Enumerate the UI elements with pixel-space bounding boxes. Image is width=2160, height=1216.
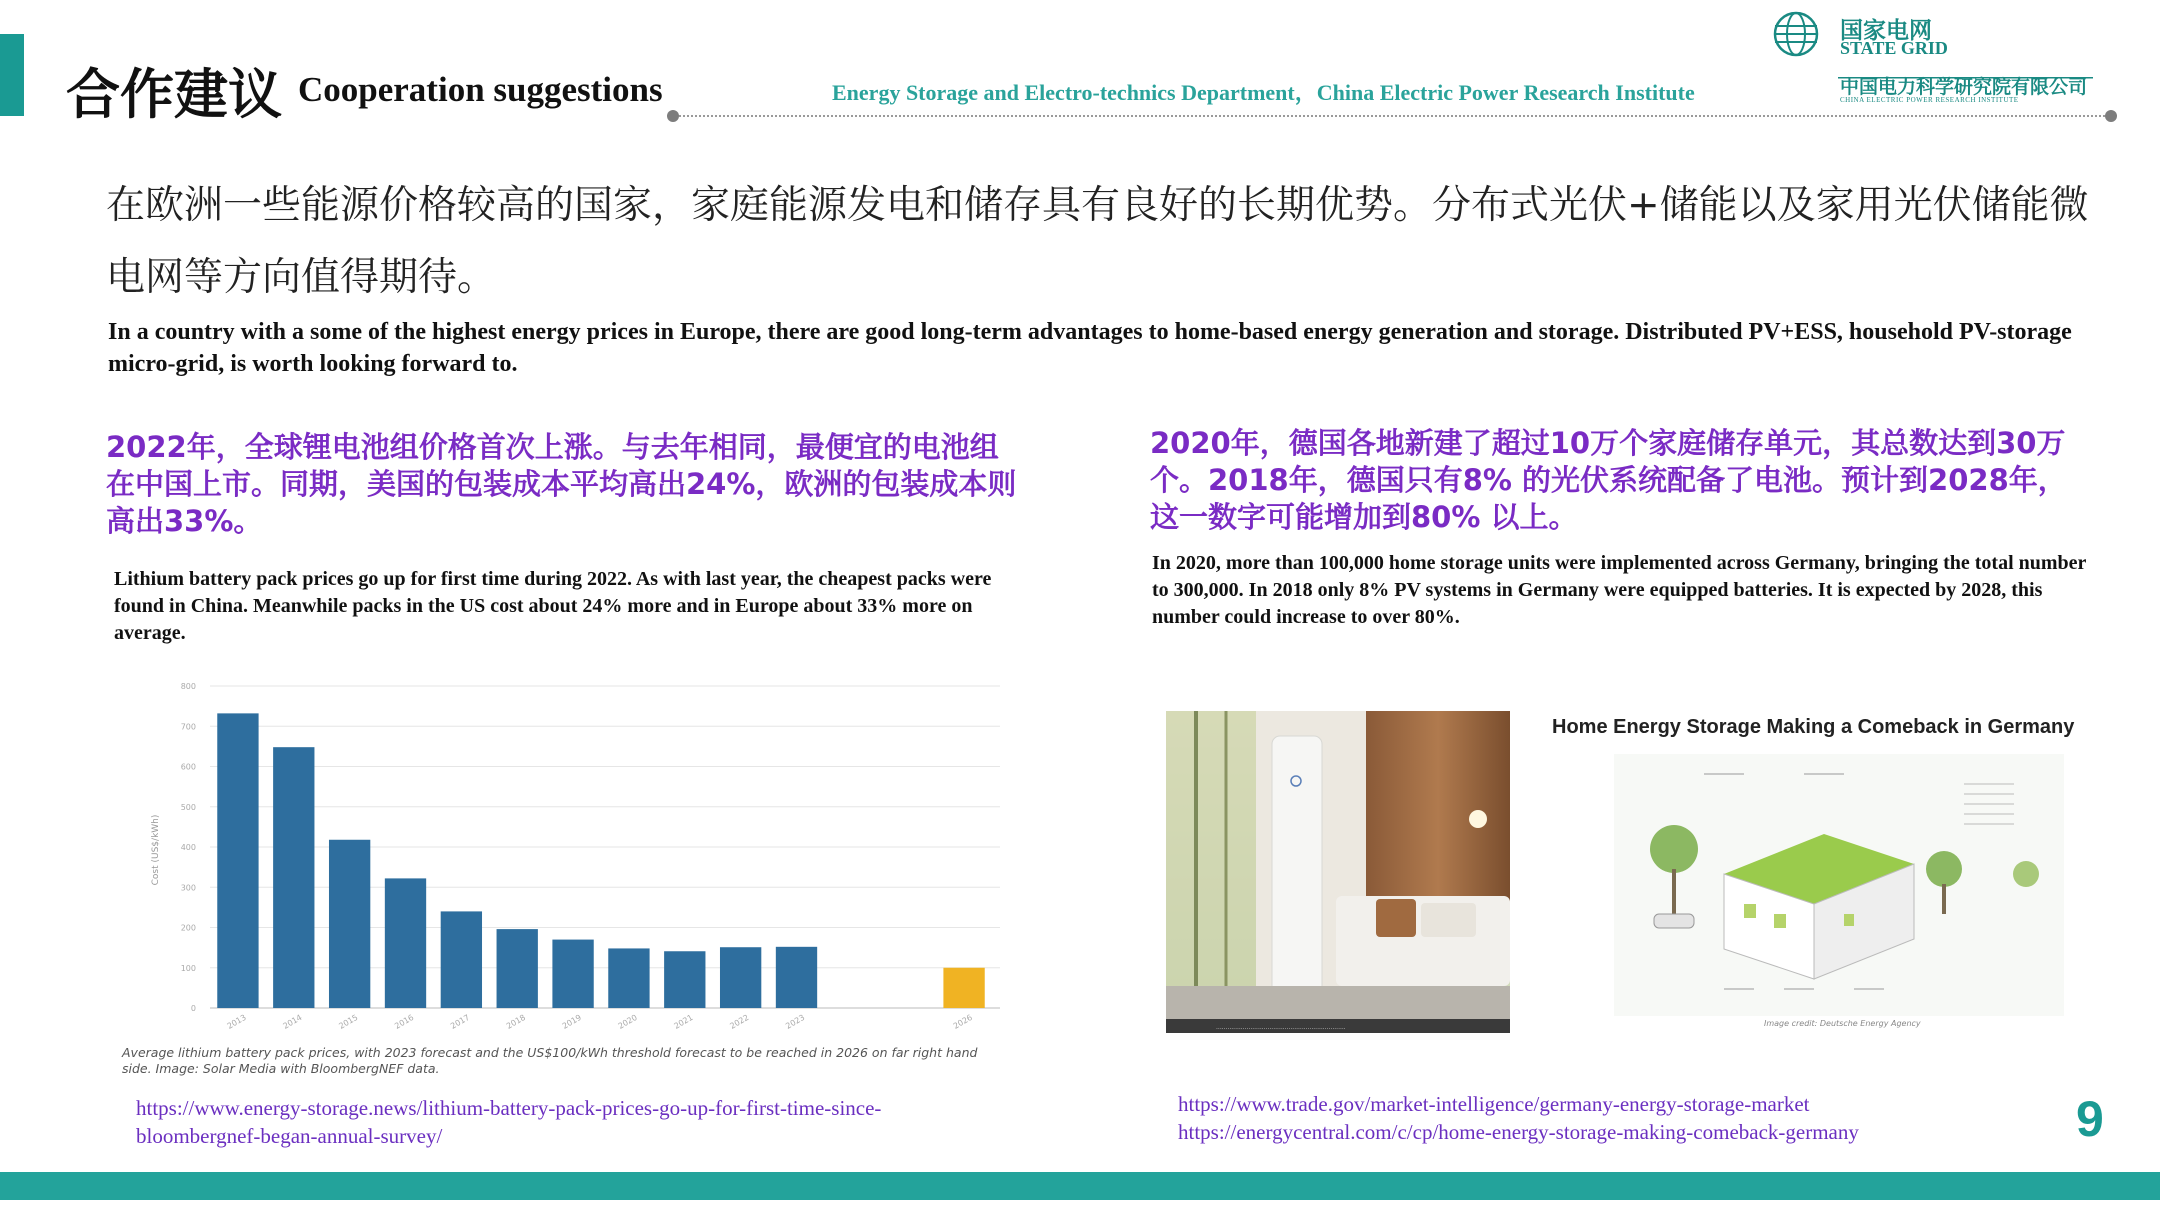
chart-y-tick-label: 300 <box>180 883 196 893</box>
battery-price-chart <box>130 672 1010 1042</box>
svg-text:..............................: .................................................................... <box>1216 1024 1346 1031</box>
illustration-title: Home Energy Storage Making a Comeback in Germany <box>1552 716 2075 738</box>
chart-x-tick-label: 2022 <box>728 1012 751 1031</box>
battery-price-text-cn: 2022年，全球锂电池组价格首次上涨。与去年相同，最便宜的电池组在中国上市。同期，美国的包装成本平均高出24%，欧洲的包装成本则高出33%。 <box>106 430 1017 538</box>
illustration-credit: Image credit: Deutsche Energy Agency <box>1764 1019 1921 1028</box>
chart-caption: Average lithium battery pack prices, with 2023 forecast and the US$100/kWh threshold forecast to be reached in 2026 on far right hand side. Image: Solar Media with BloombergNEF data. <box>122 1045 978 1076</box>
battery-price-text-en: Lithium battery pack prices go up for first time during 2022. As with last year, the cheapest packs were found in China. Meanwhile packs in the US cost about 24% more and in Europe about 33% more on average. <box>114 568 992 644</box>
chart-x-tick-label: 2019 <box>560 1012 583 1031</box>
chart-y-tick-label: 700 <box>180 722 196 732</box>
logo-name-en: STATE GRID <box>1840 38 1948 58</box>
chart-x-tick-label: 2026 <box>951 1012 974 1031</box>
page-title-en: Cooperation suggestions <box>298 70 663 109</box>
title-accent-bar <box>0 34 24 116</box>
chart-y-tick-label: 200 <box>180 923 196 933</box>
logo-institute-cn: 中国电力科学研究院有限公司 <box>1840 76 2088 98</box>
chart-bar-2018 <box>497 929 538 1008</box>
chart-x-tick-label: 2013 <box>225 1012 248 1031</box>
source-link-battery-prices[interactable]: https://www.energy-storage.news/lithium-battery-pack-prices-go-up-for-first-time-since-bloombergnef-began-annual-survey/ <box>136 1096 882 1148</box>
chart-gridlines <box>210 686 1000 1008</box>
intro-text-en: In a country with a some of the highest energy prices in Europe, there are good long-term advantages to home-based energy generation and storage. Distributed PV+ESS, household PV-storage micro-grid, is worth looking forward to. <box>108 319 2072 377</box>
chart-x-ticks <box>226 1013 974 1031</box>
chart-bar-2017 <box>441 911 482 1008</box>
chart-x-tick-label: 2014 <box>281 1012 304 1031</box>
chart-bar-2016 <box>385 878 426 1008</box>
chart-y-tick-label: 0 <box>190 1004 196 1013</box>
divider-dot-left <box>667 110 679 122</box>
germany-storage-text-cn: 2020年，德国各地新建了超过10万个家庭储存单元，其总数达到30万个。2018年，德国只有8% 的光伏系统配备了电池。预计到2028年，这一数字可能增加到80% 以上。 <box>1150 426 2067 534</box>
logo-name-cn: 国家电网 <box>1840 18 1932 44</box>
chart-x-tick-label: 2018 <box>504 1012 528 1031</box>
page-number: 9 <box>2076 1091 2104 1147</box>
divider-dot-right <box>2105 110 2117 122</box>
chart-x-tick-label: 2023 <box>784 1012 807 1031</box>
source-links-germany <box>1178 1090 2078 1146</box>
chart-y-tick-label: 800 <box>180 682 196 691</box>
home-battery-photo <box>1166 711 1510 1033</box>
chart-y-axis-label: Cost (US$/kWh) <box>151 814 161 886</box>
department-name: Energy Storage and Electro-technics Department，China Electric Power Research Institute <box>832 80 1695 105</box>
logo-institute-en: CHINA ELECTRIC POWER RESEARCH INSTITUTE <box>1840 96 2019 104</box>
source-link-energycentral[interactable]: https://energycentral.com/c/cp/home-energy-storage-making-comeback-germany <box>1178 1120 1859 1144</box>
chart-bar-2013 <box>217 713 258 1008</box>
header-divider <box>672 115 2112 117</box>
chart-x-tick-label: 2015 <box>337 1012 360 1031</box>
chart-y-tick-label: 600 <box>180 762 196 772</box>
chart-bar-2019 <box>552 940 593 1008</box>
chart-bar-2015 <box>329 840 370 1008</box>
chart-bar-2026 <box>943 968 984 1008</box>
chart-bar-2021 <box>664 951 705 1008</box>
chart-y-tick-label: 400 <box>180 843 196 852</box>
source-link-trade-gov[interactable]: https://www.trade.gov/market-intelligence/germany-energy-storage-market <box>1178 1092 1810 1116</box>
chart-x-tick-label: 2020 <box>616 1012 639 1031</box>
germany-storage-text-en: In 2020, more than 100,000 home storage units were implemented across Germany, bringing the total number to 300,000. In 2018 only 8% PV systems in Germany were equipped batteries. It is expected by 2028, this number could increase to over 80%. <box>1152 552 2087 628</box>
chart-x-tick-label: 2017 <box>449 1012 472 1031</box>
chart-bar-2022 <box>720 947 761 1008</box>
intro-text-cn: 在欧洲一些能源价格较高的国家，家庭能源发电和储存具有良好的长期优势。分布式光伏+储能以及家用光伏储能微电网等方向值得期待。 <box>106 183 2089 300</box>
footer-bar <box>0 1172 2160 1200</box>
chart-bars <box>217 713 984 1008</box>
chart-y-tick-label: 500 <box>180 802 196 812</box>
chart-bar-2023 <box>776 947 817 1008</box>
chart-x-tick-label: 2021 <box>672 1012 695 1031</box>
chart-y-ticks <box>181 682 196 1013</box>
chart-x-tick-label: 2016 <box>393 1012 416 1031</box>
home-energy-diagram <box>1614 754 2064 1016</box>
page-title-cn: 合作建议 <box>66 63 282 126</box>
chart-y-tick-label: 100 <box>180 963 196 973</box>
chart-bar-2014 <box>273 747 314 1008</box>
chart-bar-2020 <box>608 948 649 1008</box>
